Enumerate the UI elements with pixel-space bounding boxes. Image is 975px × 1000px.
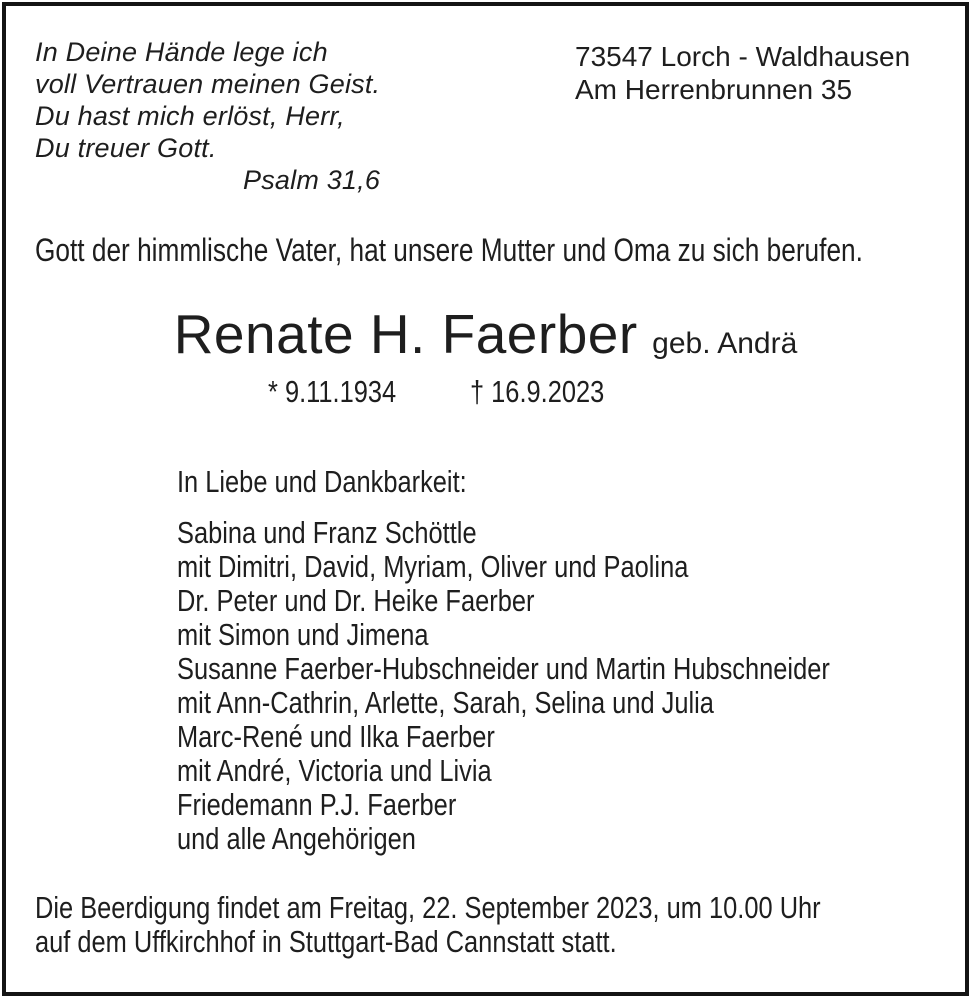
quote-line: voll Vertrauen meinen Geist. xyxy=(35,69,381,99)
funeral-line-1: Die Beerdigung findet am Freitag, 22. September 2023, um 10.00 Uhr xyxy=(35,890,821,925)
mourners-list xyxy=(177,516,830,856)
deceased-name-line xyxy=(6,303,965,365)
mourner-line: mit Simon und Jimena xyxy=(177,617,429,652)
quote-line: Du hast mich erlöst, Herr, xyxy=(35,101,345,131)
mourner-line: und alle Angehörigen xyxy=(177,821,416,856)
mourner-line: Susanne Faerber-Hubschneider und Martin Hubschneider xyxy=(177,651,830,686)
funeral-info xyxy=(35,891,821,959)
scripture-quote xyxy=(35,36,380,196)
maiden-name: geb. Andrä xyxy=(652,327,798,360)
deceased-name: Renate H. Faerber xyxy=(173,303,638,365)
mourner-line: Friedemann P.J. Faerber xyxy=(177,787,457,822)
address-block xyxy=(575,40,910,106)
mourners-section xyxy=(177,465,830,856)
quote-line: Du treuer Gott. xyxy=(35,133,217,163)
mourner-line: mit André, Victoria und Livia xyxy=(177,753,492,788)
mourner-line: Dr. Peter und Dr. Heike Faerber xyxy=(177,583,535,618)
quote-line: In Deine Hände lege ich xyxy=(35,37,328,67)
mourner-line: Sabina und Franz Schöttle xyxy=(177,515,477,550)
mourner-line: mit Ann-Cathrin, Arlette, Sarah, Selina und Julia xyxy=(177,685,714,720)
funeral-line-2: auf dem Uffkirchhof in Stuttgart-Bad Cannstatt statt. xyxy=(35,924,617,959)
announcement-text: Gott der himmlische Vater, hat unsere Mutter und Oma zu sich berufen. xyxy=(35,232,863,268)
death-date: † 16.9.2023 xyxy=(469,374,605,409)
birth-date: * 9.11.1934 xyxy=(268,374,397,409)
mourner-line: mit Dimitri, David, Myriam, Oliver und Paolina xyxy=(177,549,689,584)
life-dates xyxy=(268,374,604,410)
address-line-street: Am Herrenbrunnen 35 xyxy=(575,74,853,105)
mourner-line: Marc-René und Ilka Faerber xyxy=(177,719,495,754)
scripture-reference: Psalm 31,6 xyxy=(243,165,381,195)
obituary-notice xyxy=(2,2,969,996)
address-line-city: 73547 Lorch - Waldhausen xyxy=(575,41,911,72)
mourning-intro: In Liebe und Dankbarkeit: xyxy=(177,464,467,499)
